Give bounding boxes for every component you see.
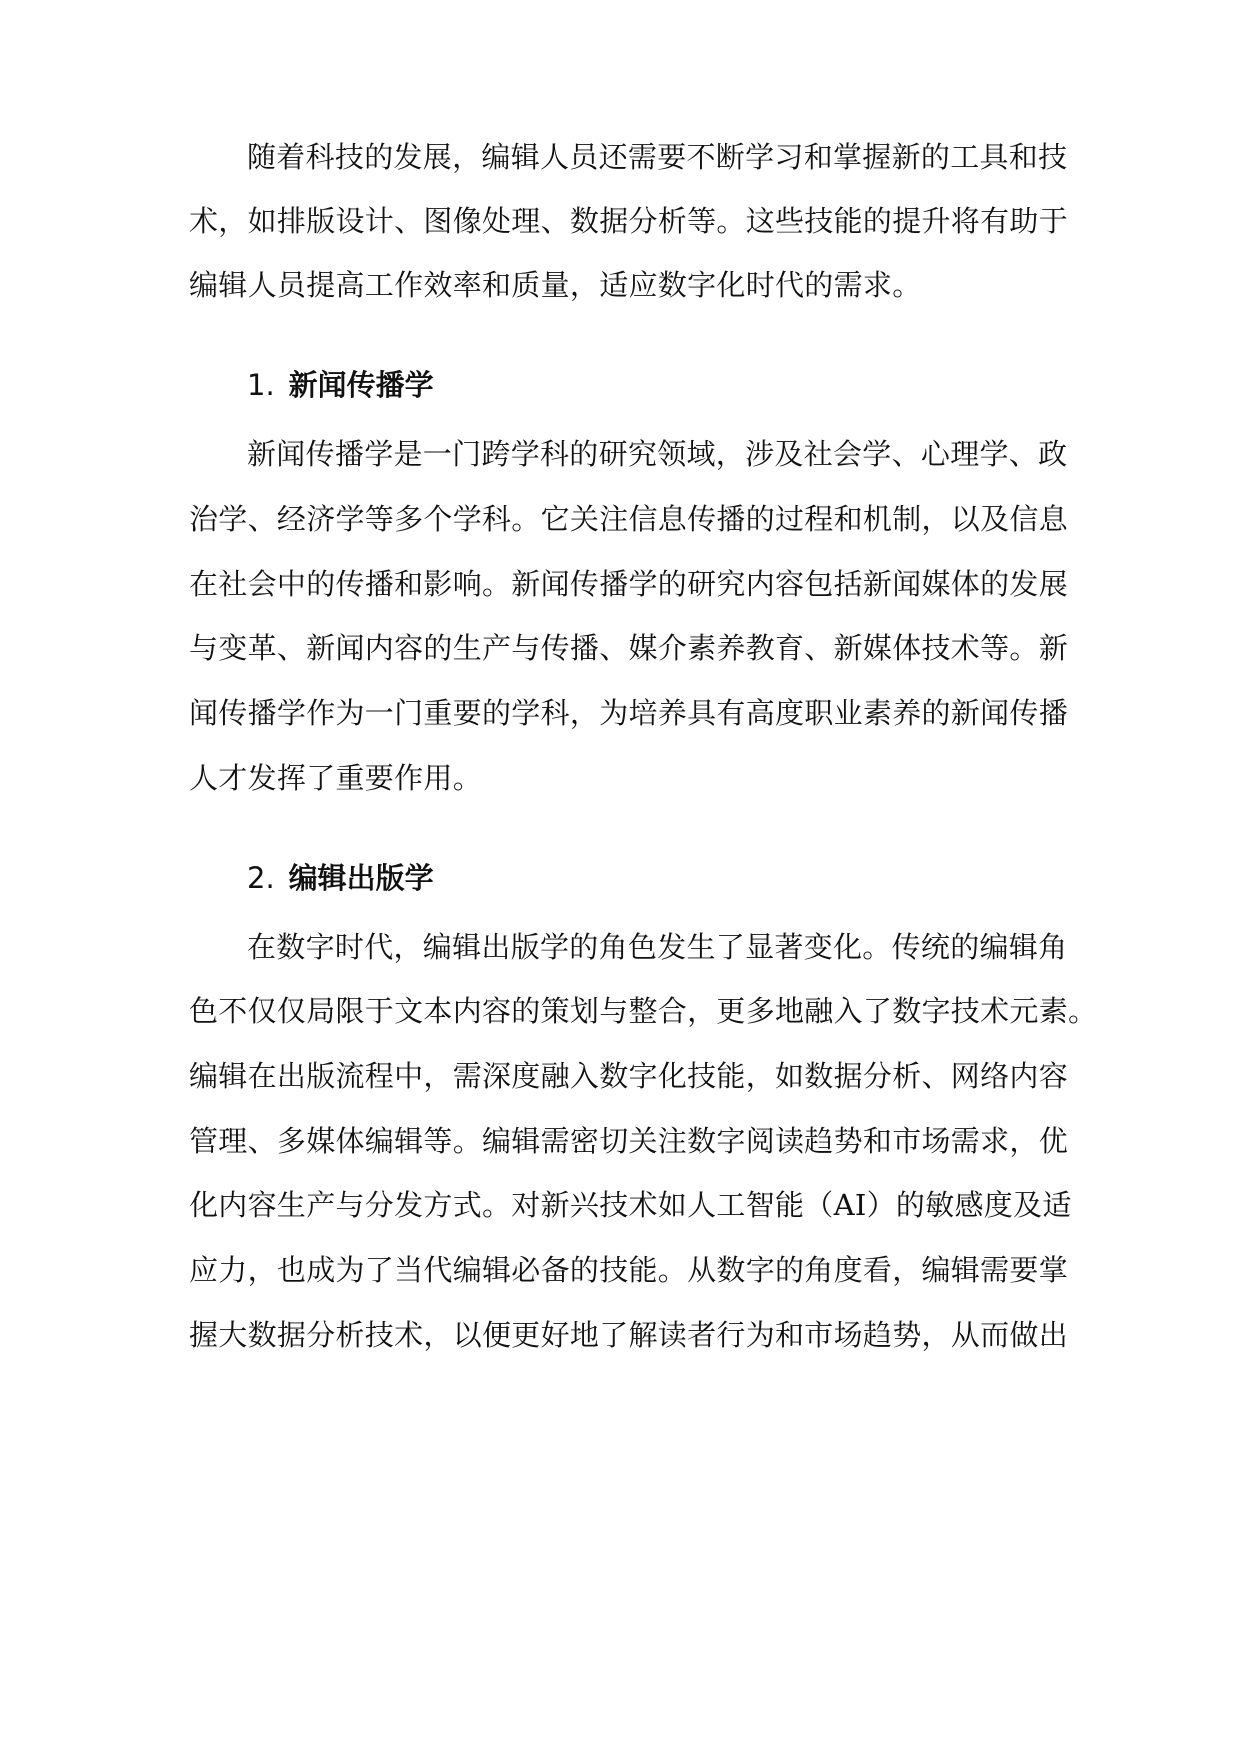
paragraph-line: 在社会中的传播和影响。新闻传播学的研究内容包括新闻媒体的发展 [189, 567, 1069, 601]
paragraph-line: 色不仅仅局限于文本内容的策划与整合，更多地融入了数字技术元素。 [189, 994, 1098, 1028]
section-title: 编辑出版学 [288, 861, 434, 895]
paragraph-line: 编辑在出版流程中，需深度融入数字化技能，如数据分析、网络内容 [189, 1059, 1069, 1093]
paragraph-line: 管理、多媒体编辑等。编辑需密切关注数字阅读趋势和市场需求，优 [189, 1124, 1069, 1158]
paragraph-line: 在数字时代，编辑出版学的角色发生了显著变化。传统的编辑角 [247, 930, 1068, 964]
section-heading-2 [247, 858, 434, 898]
section-title: 新闻传播学 [288, 368, 434, 402]
paragraph-line: 编辑人员提高工作效率和质量，适应数字化时代的需求。 [189, 268, 922, 302]
paragraph-line: 握大数据分析技术，以便更好地了解读者行为和市场趋势，从而做出 [189, 1318, 1069, 1352]
section-number: 1. [247, 368, 275, 402]
paragraph-line: 闻传播学作为一门重要的学科，为培养具有高度职业素养的新闻传播 [189, 696, 1069, 730]
paragraph-line: 人才发挥了重要作用。 [189, 761, 483, 795]
paragraph-line: 新闻传播学是一门跨学科的研究领域，涉及社会学、心理学、政 [247, 437, 1068, 471]
paragraph-line: 随着科技的发展，编辑人员还需要不断学习和掌握新的工具和技 [247, 140, 1068, 174]
paragraph-line: 治学、经济学等多个学科。它关注信息传播的过程和机制，以及信息 [189, 502, 1069, 536]
section-heading-1 [247, 365, 434, 405]
paragraph-line: 术，如排版设计、图像处理、数据分析等。这些技能的提升将有助于 [189, 204, 1069, 238]
paragraph-line: 化内容生产与分发方式。对新兴技术如人工智能（AI）的敏感度及适 [189, 1188, 1072, 1222]
paragraph-line: 应力，也成为了当代编辑必备的技能。从数字的角度看，编辑需要掌 [189, 1253, 1069, 1287]
section-number: 2. [247, 861, 275, 895]
paragraph-line: 与变革、新闻内容的生产与传播、媒介素养教育、新媒体技术等。新 [189, 631, 1069, 665]
